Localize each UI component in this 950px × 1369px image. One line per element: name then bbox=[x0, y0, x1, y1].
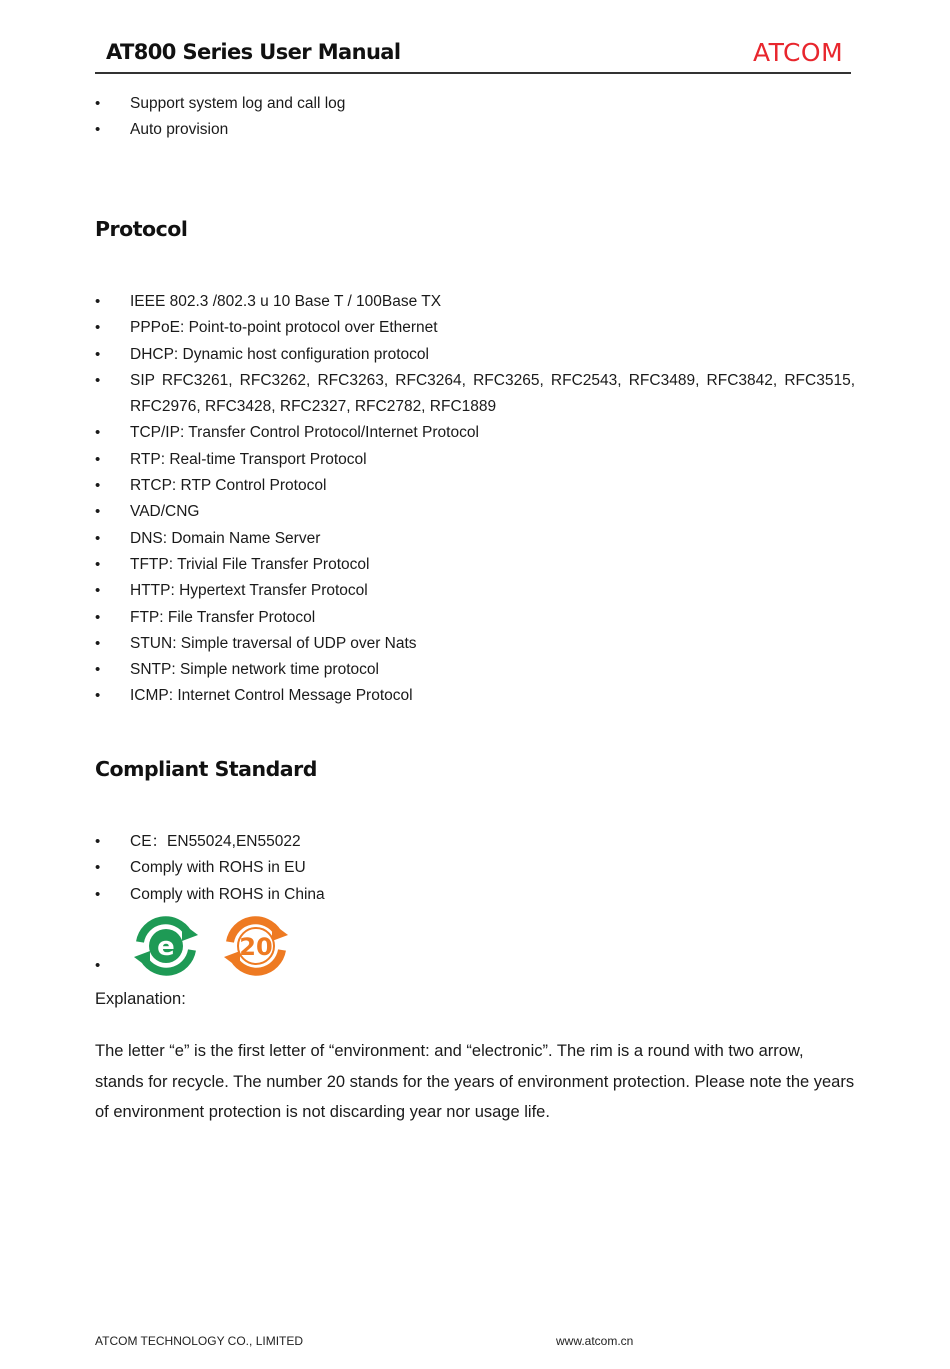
list-item: • TCP/IP: Transfer Control Protocol/Internet Protocol bbox=[95, 420, 855, 446]
bullet: • bbox=[95, 957, 101, 974]
explanation-label: Explanation: bbox=[95, 990, 186, 1008]
compliant-list bbox=[95, 829, 855, 908]
protocol-list bbox=[95, 289, 855, 710]
list-item: • PPPoE: Point-to-point protocol over Ethernet bbox=[95, 315, 855, 341]
protocol-heading: Protocol bbox=[95, 217, 188, 241]
atcom-logo: ATCOM bbox=[753, 38, 844, 67]
list-item: • TFTP: Trivial File Transfer Protocol bbox=[95, 552, 855, 578]
list-item: • SNTP: Simple network time protocol bbox=[95, 657, 855, 683]
rohs-logos-item bbox=[95, 915, 395, 977]
list-item: • Comply with ROHS in China bbox=[95, 882, 855, 908]
list-item: • VAD/CNG bbox=[95, 499, 855, 525]
footer-url: www.atcom.cn bbox=[556, 1334, 634, 1348]
list-item: • IEEE 802.3 /802.3 u 10 Base T / 100Base TX bbox=[95, 289, 855, 315]
explanation-paragraph: The letter “e” is the first letter of “environment: and “electronic”. The rim is a round with two arrow, stands for recycle. The number 20 stands for the years of environment protection. Please note the years of environment protection is not discarding year nor usage life. bbox=[95, 1042, 855, 1121]
svg-text:e: e bbox=[157, 932, 175, 962]
list-item: • Comply with ROHS in EU bbox=[95, 855, 855, 881]
list-item: • ICMP: Internet Control Message Protocol bbox=[95, 683, 855, 709]
list-item: • CE：EN55024,EN55022 bbox=[95, 829, 855, 855]
list-item: • STUN: Simple traversal of UDP over Nats bbox=[95, 631, 855, 657]
footer-company: ATCOM TECHNOLOGY CO., LIMITED bbox=[95, 1334, 304, 1348]
list-item: • RTCP: RTP Control Protocol bbox=[95, 473, 855, 499]
list-item: • HTTP: Hypertext Transfer Protocol bbox=[95, 578, 855, 604]
manual-title: AT800 Series User Manual bbox=[106, 40, 401, 64]
rohs-20-orange-icon bbox=[220, 915, 292, 977]
svg-text:20: 20 bbox=[239, 933, 273, 961]
compliant-standard-heading: Compliant Standard bbox=[95, 757, 317, 781]
list-item: • Support system log and call log bbox=[95, 91, 855, 117]
list-item: • Auto provision bbox=[95, 117, 855, 143]
feature-list bbox=[95, 91, 855, 144]
list-item: • RTP: Real-time Transport Protocol bbox=[95, 447, 855, 473]
list-item: • DNS: Domain Name Server bbox=[95, 526, 855, 552]
header-divider bbox=[95, 72, 851, 74]
list-item: • FTP: File Transfer Protocol bbox=[95, 605, 855, 631]
rohs-e-green-icon bbox=[130, 915, 202, 977]
list-item: • SIP RFC3261, RFC3262, RFC3263, RFC3264, RFC3265, RFC2543, RFC3489, RFC3842, RFC3515, RFC2976, RFC3428, RFC2327, RFC2782, RFC1889 bbox=[95, 368, 855, 421]
list-item: • DHCP: Dynamic host configuration protocol bbox=[95, 342, 855, 368]
